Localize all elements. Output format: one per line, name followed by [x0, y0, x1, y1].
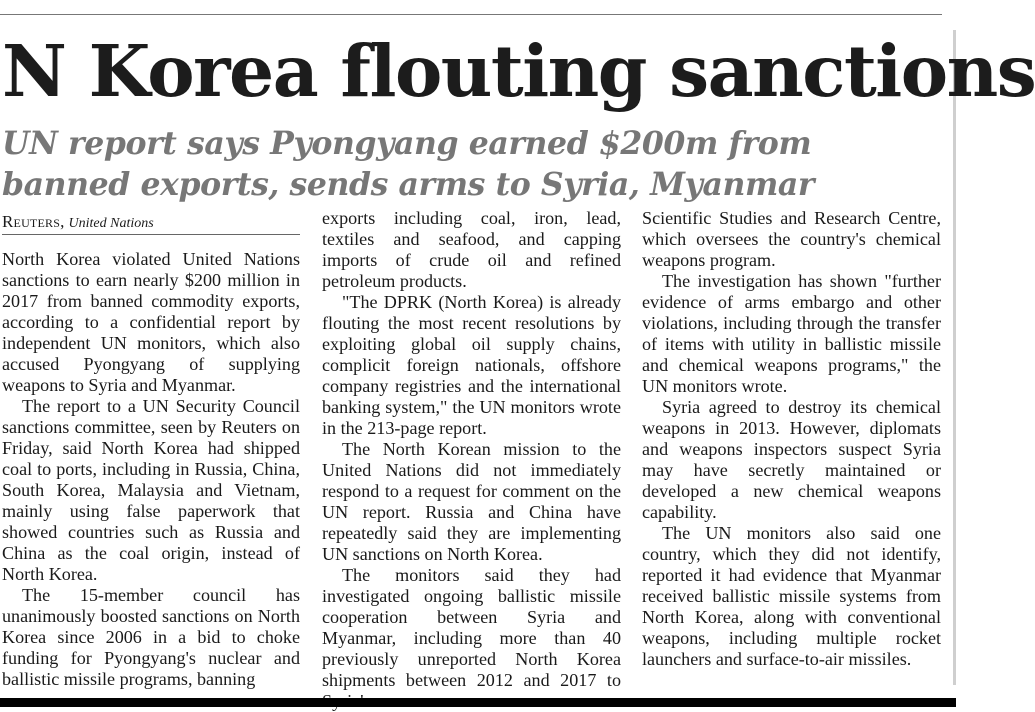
byline-location: United Nations — [68, 216, 154, 231]
subheadline: UN report says Pyongyang earned $200m from banned exports, sends arms to Syria, Myanmar — [2, 125, 815, 203]
bottom-border — [0, 698, 956, 707]
paragraph: The 15-member council has unanimously boosted sanctions on North Korea since 2006 in a bid to choke funding for Pyongyang's nuclear and ballistic missile programs, banning — [2, 585, 300, 689]
article-column-1 — [2, 210, 300, 697]
top-rule — [0, 14, 942, 15]
article-column-2 — [322, 208, 621, 697]
paragraph: The North Korean mission to the United Nations did not immediately respond to a request for comment on the UN report. Russia and China have repeatedly said they are implementing UN sanctions on North Korea. — [322, 439, 621, 564]
byline — [2, 210, 300, 232]
paragraph: The monitors said they had investigated ongoing ballistic missile cooperation between Syria and Myanmar, including more than 40 previously unreported North Korea shipments between 2012 and 2017 to — [322, 565, 621, 690]
paragraph: Scientific Studies and Research Centre, which oversees the country's chemical weapons program. — [642, 208, 941, 270]
headline: N Korea flouting sanctions — [2, 29, 1035, 113]
paragraph: The UN monitors also said one country, which they did not identify, reported it had evidence that Myanmar received ballistic missile systems from North Korea, along with conventional weapons, including multiple rocket launchers and surface-to-air missiles. — [642, 523, 941, 669]
byline-agency: Reuters, — [2, 212, 65, 231]
paragraph: The report to a UN Security Council sanctions committee, seen by Reuters on Friday, said North Korea had shipped coal to ports, including in Russia, China, South Korea, Malaysia and Vietnam, mainly using false paperwork that showed countries such as Russia and China as the coal origin, instead of North Korea. — [2, 396, 300, 584]
paragraph: Syria agreed to destroy its chemical weapons in 2013. However, diplomats and weapons inspectors suspect Syria may have secretly maintained or developed a new chemical weapons capability. — [642, 397, 941, 522]
page-edge-shadow — [953, 30, 956, 685]
paragraph: exports including coal, iron, lead, textiles and seafood, and capping imports of crude oil and refined petroleum products. — [322, 208, 621, 291]
article-column-3 — [642, 208, 941, 697]
paragraph: "The DPRK (North Korea) is already flouting the most recent resolutions by exploiting global oil supply chains, complicit foreign nationals, offshore company registries and the international banking system," the UN monitors wrote in the 213-page report. — [322, 292, 621, 438]
paragraph: The investigation has shown "further evidence of arms embargo and other violations, including through the transfer of items with utility in ballistic missile and chemical weapons programs," the UN monitors wrote. — [642, 271, 941, 396]
byline-rule — [2, 234, 300, 235]
paragraph: North Korea violated United Nations sanctions to earn nearly $200 million in 2017 from banned commodity exports, according to a confidential report by independent UN monitors, which also accused Pyongyang of supplying weapons to Syria and Myanmar. — [2, 249, 300, 395]
